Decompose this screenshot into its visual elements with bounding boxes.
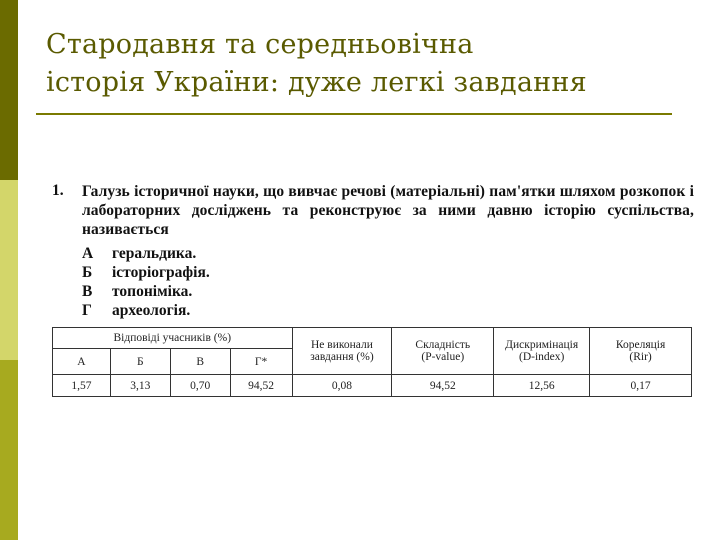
header-line: (D-index) bbox=[518, 351, 565, 363]
title-line-2: історія України: дуже легкі завдання bbox=[46, 67, 587, 98]
header-line: Не виконали bbox=[310, 339, 373, 351]
discrimination-value: 12,56 bbox=[494, 375, 590, 397]
discrimination-header bbox=[494, 328, 590, 375]
difficulty-header bbox=[392, 328, 494, 375]
option-text: історіографія. bbox=[112, 264, 210, 281]
option-letter: В bbox=[82, 283, 93, 300]
option-b bbox=[82, 264, 210, 282]
answer-col-header: В bbox=[170, 349, 230, 375]
option-letter: Г bbox=[82, 302, 92, 319]
option-text: археологія. bbox=[112, 302, 191, 319]
question-number: 1. bbox=[52, 182, 64, 199]
answer-value: 0,70 bbox=[170, 375, 230, 397]
correlation-header bbox=[590, 328, 692, 375]
option-letter: А bbox=[82, 245, 94, 262]
not-done-header bbox=[292, 328, 392, 375]
option-v bbox=[82, 283, 192, 301]
option-a bbox=[82, 245, 196, 263]
answer-value: 1,57 bbox=[53, 375, 111, 397]
sidebar-block-dark bbox=[0, 0, 18, 180]
answer-col-header: А bbox=[53, 349, 111, 375]
header-line: (P-value) bbox=[421, 351, 465, 363]
header-line: (Rir) bbox=[629, 351, 652, 363]
answer-value: 94,52 bbox=[230, 375, 292, 397]
answer-value: 3,13 bbox=[110, 375, 170, 397]
title-line-1: Стародавня та середньовічна bbox=[46, 29, 474, 60]
difficulty-value: 94,52 bbox=[392, 375, 494, 397]
header-line: Дискримінація bbox=[505, 339, 579, 351]
sidebar-block-light bbox=[0, 180, 18, 360]
answers-header: Відповіді учасників (%) bbox=[53, 328, 293, 349]
header-line: Кореляція bbox=[615, 339, 666, 351]
table-row bbox=[53, 375, 692, 397]
option-g bbox=[82, 302, 190, 320]
correlation-value: 0,17 bbox=[590, 375, 692, 397]
title-underline bbox=[36, 113, 672, 115]
sidebar-block-mid bbox=[0, 360, 18, 540]
slide-title bbox=[46, 26, 686, 102]
statistics-table bbox=[52, 327, 692, 397]
header-line: Складність bbox=[415, 339, 471, 351]
not-done-value: 0,08 bbox=[292, 375, 392, 397]
option-letter: Б bbox=[82, 264, 93, 281]
question-text: Галузь історичної науки, що вивчає речові (матеріальні) пам'ятки шляхом розкопок і лабораторних досліджень та реконструює за ними давню історію суспільства, називається bbox=[82, 183, 694, 238]
option-text: топоніміка. bbox=[112, 283, 193, 300]
option-text: геральдика. bbox=[112, 245, 197, 262]
sidebar-decor bbox=[0, 0, 18, 540]
table-header-row bbox=[53, 328, 692, 349]
answer-col-header: Г* bbox=[230, 349, 292, 375]
answer-col-header: Б bbox=[110, 349, 170, 375]
header-line: завдання (%) bbox=[310, 351, 374, 363]
